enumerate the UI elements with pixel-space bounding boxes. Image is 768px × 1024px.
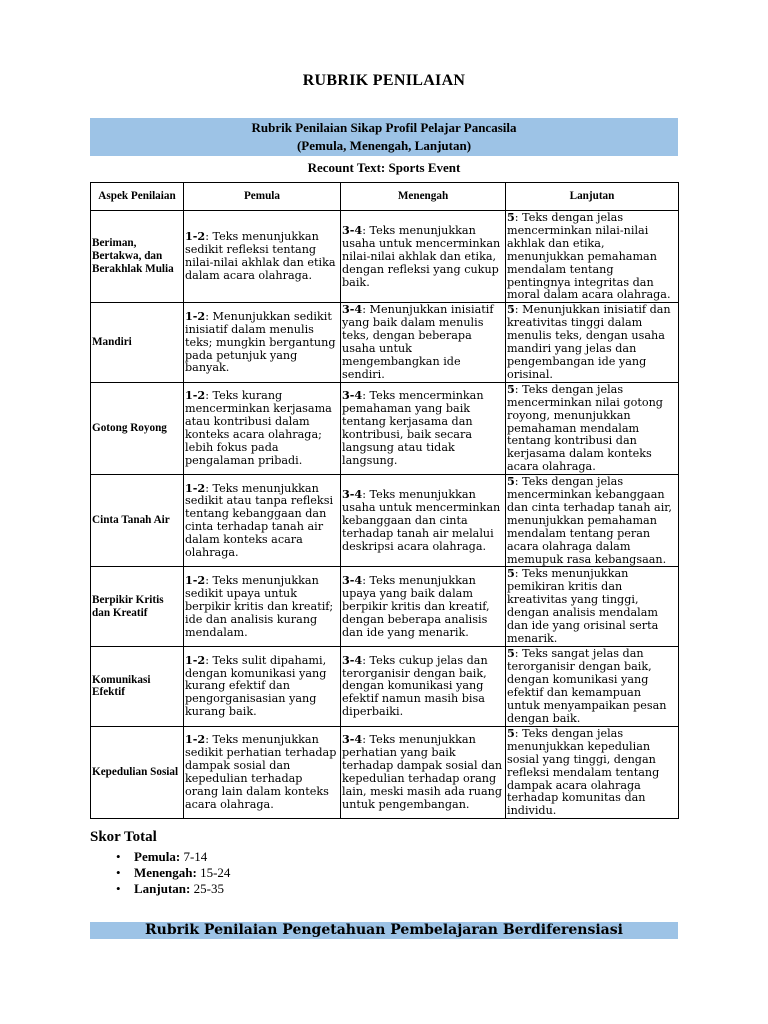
descriptor-text: : Teks cukup jelas dan terorganisir dengan baik, dengan komunikasi yang efektif namun masih bisa diperbaiki.: [342, 653, 488, 719]
bullet-icon: •: [116, 865, 121, 880]
pemula-cell: [184, 382, 341, 474]
skor-total-heading: Skor Total: [90, 829, 157, 845]
descriptor-text: : Teks menunjukkan sedikit refleksi tentang nilai-nilai akhlak dan etika dalam acara olahraga.: [185, 230, 336, 283]
pemula-cell: [184, 211, 341, 303]
pemula-cell: [184, 567, 341, 646]
lanjutan-cell: [506, 646, 679, 726]
descriptor-text: : Teks mencerminkan pemahaman yang baik tentang kerjasama dan kontribusi, baik secara langsung atau tidak langsung.: [342, 389, 484, 467]
level-label: 1-2: [185, 308, 206, 323]
descriptor-text: : Teks menunjukkan sedikit upaya untuk berpikir kritis dan kreatif; ide dan analisis kurang mendalam.: [185, 573, 334, 639]
lanjutan-cell: [506, 211, 679, 303]
level-label: 1-2: [185, 388, 206, 403]
skor-value: 7-14: [180, 849, 208, 864]
aspect-cell: Gotong Royong: [91, 382, 184, 474]
header-menengah: Menengah: [341, 183, 506, 211]
rubric-banner: [90, 118, 678, 156]
list-item: [112, 865, 230, 881]
section2-banner: [90, 922, 678, 939]
descriptor-text: : Teks sangat jelas dan terorganisir dengan baik, dengan komunikasi yang efektif dan kemampuan untuk menyampaikan pesan dengan baik.: [507, 647, 667, 725]
descriptor-text: : Teks menunjukkan usaha untuk mencerminkan kebanggaan dan cinta terhadap tanah air melalui deskripsi acara olahraga.: [342, 488, 501, 553]
rubric-table: [90, 182, 679, 819]
level-label: 5: [507, 474, 515, 489]
level-label: 5: [507, 566, 515, 581]
lanjutan-cell: [506, 475, 679, 567]
menengah-cell: [341, 303, 506, 382]
level-label: 3-4: [342, 732, 363, 747]
list-item: [112, 881, 230, 897]
level-label: 3-4: [342, 388, 363, 403]
level-label: 1-2: [185, 229, 206, 244]
descriptor-text: : Teks kurang mencerminkan kerjasama atau kontribusi dalam konteks acara olahraga; lebih fokus pada pengalaman pribadi.: [185, 389, 332, 467]
lanjutan-cell: [506, 726, 679, 818]
aspect-cell: Cinta Tanah Air: [91, 475, 184, 567]
lanjutan-cell: [506, 303, 679, 382]
level-label: 3-4: [342, 652, 363, 667]
descriptor-text: : Teks dengan jelas menunjukkan kepedulian sosial yang tinggi, dengan refleksi mendalam tentang dampak acara olahraga terhadap komunitas dan individu.: [507, 726, 660, 818]
header-lanjutan: Lanjutan: [506, 183, 679, 211]
table-row: [91, 211, 679, 303]
skor-label: Menengah:: [134, 865, 197, 880]
level-label: 1-2: [185, 480, 206, 495]
aspect-cell: Kepedulian Sosial: [91, 726, 184, 818]
level-label: 5: [507, 725, 515, 740]
menengah-cell: [341, 211, 506, 303]
level-label: 1-2: [185, 652, 206, 667]
header-aspek: Aspek Penilaian: [91, 183, 184, 211]
menengah-cell: [341, 646, 506, 726]
table-row: [91, 303, 679, 382]
descriptor-text: : Teks dengan jelas mencerminkan nilai-nilai akhlak dan etika, menunjukkan pemahaman mendalam tentang pentingnya integritas dan moral dalam acara olahraga.: [507, 211, 671, 302]
aspect-cell: Beriman, Bertakwa, dan Berakhlak Mulia: [91, 211, 184, 303]
table-row: [91, 567, 679, 646]
descriptor-text: : Teks dengan jelas mencerminkan kebanggaan dan cinta terhadap tanah air, menunjukkan pemahaman mendalam tentang peran acara olahraga dalam memupuk rasa kebangsaan.: [507, 475, 672, 566]
level-label: 5: [507, 381, 515, 396]
rubric-subtitle: Recount Text: Sports Event: [307, 160, 461, 175]
skor-value: 25-35: [190, 881, 224, 896]
skor-value: 15-24: [196, 865, 231, 880]
menengah-cell: [341, 382, 506, 474]
level-label: 3-4: [342, 222, 363, 237]
descriptor-text: : Teks dengan jelas mencerminkan nilai gotong royong, menunjukkan pemahaman mendalam tentang kontribusi dan kerjasama dalam konteks acara olahraga.: [507, 382, 663, 474]
rubric-banner-levels: (Pemula, Menengah, Lanjutan): [296, 138, 472, 153]
bullet-icon: •: [116, 849, 121, 864]
table-row: [91, 475, 679, 567]
descriptor-text: : Teks menunjukkan pemikiran kritis dan kreativitas yang tinggi, dengan analisis mendalam dan ide yang orisinal serta menarik.: [507, 567, 659, 645]
table-row: [91, 726, 679, 818]
lanjutan-cell: [506, 382, 679, 474]
section2-title: Rubrik Penilaian Pengetahuan Pembelajaran Berdiferensiasi: [145, 922, 623, 938]
aspect-cell: Mandiri: [91, 303, 184, 382]
menengah-cell: [341, 475, 506, 567]
table-row: [91, 646, 679, 726]
descriptor-text: : Teks menunjukkan upaya yang baik dalam berpikir kritis dan kreatif, dengan beberapa analisis dan ide yang menarik.: [342, 573, 490, 639]
descriptor-text: : Menunjukkan sedikit inisiatif dalam menulis teks; mungkin bergantung pada petunjuk yang banyak.: [185, 309, 336, 375]
aspect-cell: Komunikasi Efektif: [91, 646, 184, 726]
aspect-cell: Berpikir Kritis dan Kreatif: [91, 567, 184, 646]
level-label: 3-4: [342, 302, 363, 317]
level-label: 1-2: [185, 572, 206, 587]
level-label: 5: [507, 302, 515, 317]
level-label: 5: [507, 646, 515, 661]
pemula-cell: [184, 475, 341, 567]
rubric-banner-title: Rubrik Penilaian Sikap Profil Pelajar Pancasila: [251, 120, 517, 135]
header-pemula: Pemula: [184, 183, 341, 211]
level-label: 3-4: [342, 487, 363, 502]
pemula-cell: [184, 303, 341, 382]
descriptor-text: : Teks menunjukkan sedikit atau tanpa refleksi tentang kebanggaan dan cinta terhadap tanah air dalam konteks acara olahraga.: [185, 481, 334, 560]
level-label: 1-2: [185, 732, 206, 747]
level-label: 5: [507, 210, 515, 224]
menengah-cell: [341, 726, 506, 818]
skor-list: [112, 849, 230, 897]
pemula-cell: [184, 646, 341, 726]
list-item: [112, 849, 230, 865]
descriptor-text: : Teks menunjukkan usaha untuk mencerminkan nilai-nilai akhlak dan etika, dengan refleksi yang cukup baik.: [342, 223, 501, 289]
descriptor-text: : Teks menunjukkan perhatian yang baik terhadap dampak sosial dan kepedulian terhadap orang lain, meski masih ada ruang untuk pengembangan.: [342, 733, 503, 811]
lanjutan-cell: [506, 567, 679, 646]
table-header-row: [91, 183, 679, 211]
descriptor-text: : Teks menunjukkan sedikit perhatian terhadap dampak sosial dan kepedulian terhadap orang lain dalam konteks acara olahraga.: [185, 733, 337, 811]
descriptor-text: : Menunjukkan inisiatif dan kreativitas tinggi dalam menulis teks, dengan usaha mandiri yang jelas dan pengembangan ide yang orisinal.: [507, 303, 671, 381]
document-title: RUBRIK PENILAIAN: [302, 72, 466, 89]
skor-label: Lanjutan:: [134, 881, 191, 896]
skor-label: Pemula:: [134, 849, 181, 864]
bullet-icon: •: [116, 881, 121, 896]
pemula-cell: [184, 726, 341, 818]
menengah-cell: [341, 567, 506, 646]
descriptor-text: : Menunjukkan inisiatif yang baik dalam menulis teks, dengan beberapa usaha untuk mengembangkan ide sendiri.: [342, 303, 494, 381]
table-row: [91, 382, 679, 474]
descriptor-text: : Teks sulit dipahami, dengan komunikasi yang kurang efektif dan pengorganisasian yang kurang baik.: [185, 653, 327, 719]
level-label: 3-4: [342, 572, 363, 587]
